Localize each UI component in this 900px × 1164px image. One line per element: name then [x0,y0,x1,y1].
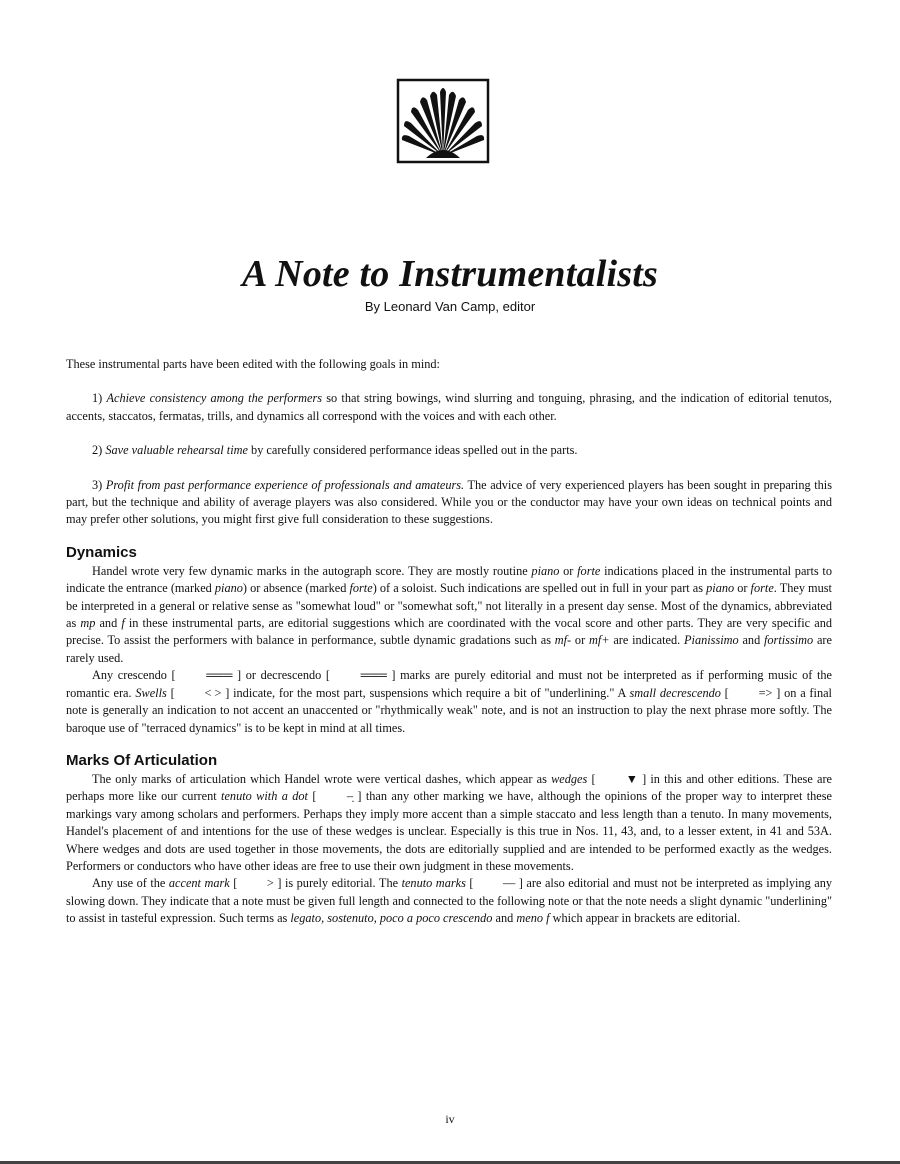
byline: By Leonard Van Camp, editor [364,299,536,314]
wedge-mark-icon: ▼ [625,771,638,786]
goal-paragraph: 1) Achieve consistency among the performers so that string bowings, wind slurring and tonguing, phrasing, and the indication of editorial tenutos, accents, staccatos, fermatas, trills, and dynamics all correspond with the voices and with each other. [66,391,832,423]
swell-mark-icon: < > [204,685,222,700]
tenuto-dot-mark-icon: –̣ [346,789,353,804]
section-heading-dynamics: Dynamics [66,543,137,561]
section-heading-articulation: Marks Of Articulation [66,751,218,769]
goal-paragraph: 3) Profit from past performance experience of professionals and amateurs. The advice of very experienced players has been sought in preparing this part, but the technique and ability of average players was also considered. While you or the conductor may have your own ideas on technical points and may prefer other solutions, you might first give full consideration to these suggestions. [66,477,832,527]
articulation-paragraph: Any use of the accent mark [ > ] is purely editorial. The tenuto marks [ — ] are also editorial and must not be interpreted as implying any slowing down. They indicate that a note must be given full length and connected to the following note or that the note needs a slight dynamic "underlining" to assist in tasteful expression. Such terms as legato, sostenuto, poco a poco crescendo and meno f which appear in brackets are editorial. [66,876,832,926]
accent-mark-icon: > [266,876,274,891]
body-text [66,356,832,928]
dynamics-paragraph: Any crescendo [ ═══ ] or decrescendo [ ═══ ] marks are purely editorial and must not be interpreted as if performing music of the romantic era. Swells [ < > ] indicate, for the most part, suspensions which require a bit of "underlining." A small decrescendo [ => ] on a final note is generally an indication to not accent an unaccented or "rhythmically weak" note, and is not an instruction to play the next phrase more softly. The baroque use of "terraced dynamics" is to be kept in mind at all times. [66,668,832,735]
tenuto-mark-icon: — [503,876,516,891]
intro-paragraph: These instrumental parts have been edited with the following goals in mind: [66,357,440,371]
page-number: iv [445,1112,455,1126]
small-decrescendo-mark-icon: => [758,685,773,700]
decrescendo-mark-icon: ═══ [360,668,387,683]
dynamics-paragraph: Handel wrote very few dynamic marks in the autograph score. They are mostly routine piano or forte indications placed in the instrumental parts to indicate the entrance (marked piano) or absence (marked forte) of a soloist. Such indications are spelled out in full in your part as piano or forte. They must be interpreted in a general or relative sense as "somewhat loud" or "somewhat soft," not literally in a present day sense. Most of the dynamics, abbreviated as mp and f in these instrumental parts, are editorial suggestions which are coordinated with the vocal score and other parts. They are very specific and precise. To assist the performers with balance in performance, subtle dynamic gradations such as mf- or mf+ are indicated. Pianissimo and fortissimo are rarely used. [66,563,832,665]
crescendo-mark-icon: ═══ [206,668,233,683]
page-title: A Note to Instrumentalists [242,253,658,295]
articulation-paragraph: The only marks of articulation which Handel wrote were vertical dashes, which appear as wedges [ ▼ ] in this and other editions. These are perhaps more like our current tenuto with a dot [ –̣ ] than any other marking we have, although the opinions of the proper way to interpret these markings vary among scholars and performers. Perhaps they imply more accent than a simple staccato and less length than a tenuto. In many movements, Handel's placement of and intentions for the use of these wedges is unclear. Especially is this true in Nos. 11, 43, and, to a lesser extent, in 41 and 53A. Where wedges and dots are used together in those movements, the dots are editorially supplied and are intended to be performed exactly as the wedges. Performers or conductors who have other ideas are free to use their own judgment in these movements. [66,771,833,873]
goal-paragraph: 2) Save valuable rehearsal time by carefully considered performance ideas spelled out in the parts. [92,443,578,458]
shell-ornament-icon [396,78,490,164]
